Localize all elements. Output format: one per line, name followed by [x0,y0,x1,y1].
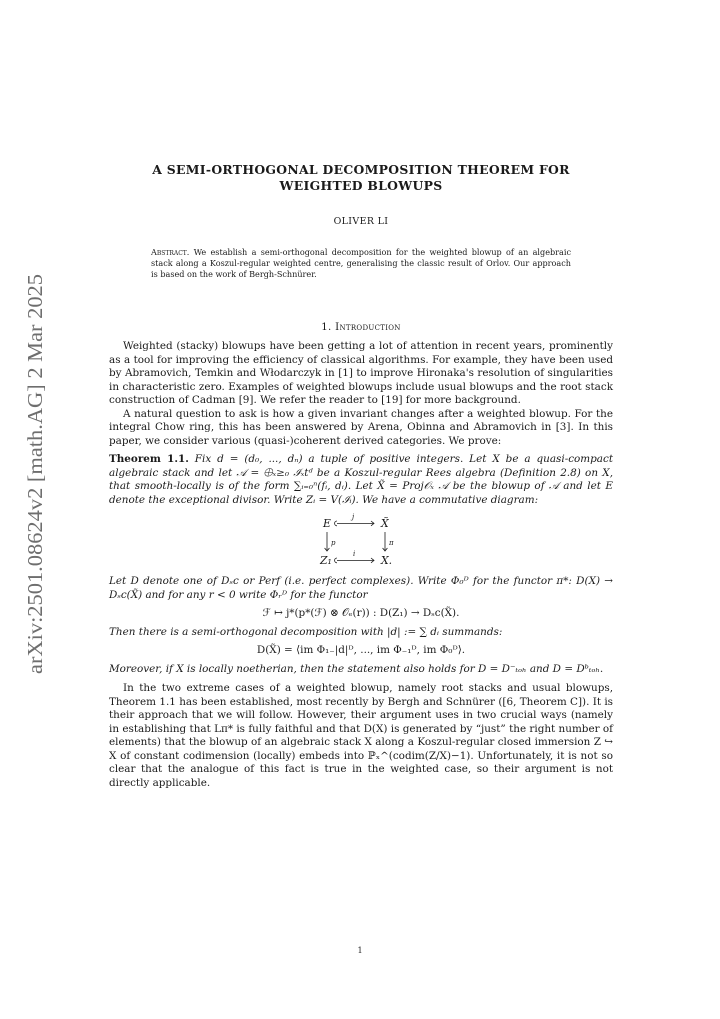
theorem-noetherian-remark: Moreover, if X is locally noetherian, then the statement also holds for D = D⁻ₜₒₕ and D = Dᵇₜₒₕ. [109,662,604,675]
title-line-2: WEIGHTED BLOWUPS [279,178,443,193]
theorem-functor-definitions: Let D denote one of Dₛc or Perf (i.e. perfect complexes). Write Φ₀ᴰ for the functor π*: D(X) → Dₛc(X̃) and for any r < 0 write Φᵣᴰ for the functor [109,575,613,601]
theorem-decomposition-statement: Then there is a semi-orthogonal decomposition with |d| := ∑ dᵢ summands: [109,625,503,638]
paper-title [109,162,613,194]
page-number: 1 [357,946,363,955]
arxiv-identifier: arXiv:2501.08624v2 [math.AG] 2 Mar 2025 [23,299,47,674]
arrow-j [335,521,374,526]
diagram-node-z1: Z₁ [320,554,332,567]
intro-paragraph-3: In the two extreme cases of a weighted blowup, namely root stacks and usual blowups, Theorem 1.1 has been established, most recently by Bergh and Schnürer ([6, Theorem C]). It is their approach that we will follow. However, their argument uses in two crucial ways (namely in establishing that Lπ* is fully faithful and that D(X) is generated by “just” the right number of elements) that the blowup of an algebraic stack X along a Koszul-regular closed immersion Z ↪ X of constant codimension (locally) embeds into ℙₓ^(codim(Z/X)−1). Unfortunately, it is not so clear that the analogue of this fact is true in the weighted case, so their argument is not directly applicable. [109,682,613,789]
section-heading: 1. Introduction [321,322,401,333]
display-equation-functor: ℱ ↦ j*(p*(ℱ) ⊗ 𝒪ₑ(r)) : D(Z₁) → Dₛc(X̃). [262,607,460,619]
arrow-pi [383,532,388,551]
abstract [151,247,571,280]
arrow-pi-label: π [389,539,394,547]
author-name: OLIVER LI [333,216,389,227]
paper-body [109,340,613,790]
arrow-i [335,558,374,563]
arrow-j-label: j [352,513,355,521]
intro-paragraph-1: Weighted (stacky) blowups have been getting a lot of attention in recent years, prominently as a tool for improving the efficiency of classical algorithms. For example, they have been used by Abramovich, Temkin and Włodarczyk in [1] to improve Hironaka's resolution of singularities in characteristic zero. Examples of weighted blowups include usual blowups and the root stack construction of Cadman [9]. We refer the reader to [19] for more background. [109,340,613,406]
arxiv-stamp [14,268,52,678]
arrow-p-label: p [331,539,336,547]
arrow-i-label: i [353,550,356,558]
abstract-text: We establish a semi-orthogonal decomposition for the weighted blowup of an algebraic stack along a Koszul-regular weighted centre, generalising the classic result of Orlov. Our approach is based on the work of Bergh-Schnürer. [151,247,571,279]
commutative-diagram [301,511,421,571]
intro-paragraph-2: A natural question to ask is how a given invariant changes after a weighted blowup. For the integral Chow ring, this has been answered by Arena, Obinna and Abramovich in [3]. In this paper, we consider various (quasi-)coherent derived categories. We prove: [109,407,613,447]
diagram-node-e: E [323,517,331,530]
theorem-label: Theorem 1.1. [109,453,189,465]
paper-content [109,162,613,790]
display-equation-decomposition: D(X̃) = ⟨im Φ₁₋|d|ᴰ, ..., im Φ₋₁ᴰ, im Φ₀ᴰ⟩. [256,644,466,656]
diagram-node-x: X. [381,554,393,567]
theorem-intro: Fix d = (d₀, ..., dₙ) a tuple of positive integers. Let X be a quasi-compact algebraic stack and let 𝒜 = ⨁ₓ≥₀ ℐₓtᵈ be a Koszul-regular Rees algebra (Definition 2.8) on X, that smooth-locally is of the form ∑ᵢ₌₀ⁿ(fᵢ, dᵢ). Let X̃ = Proj𝒪ₓ 𝒜 be the blowup of 𝒜 and let E denote the exceptional divisor. Write Zᵢ = V(ℐᵢ). We have a commutative diagram: [109,453,613,506]
arrow-p [325,532,330,551]
title-line-1: A SEMI-ORTHOGONAL DECOMPOSITION THEOREM FOR [152,162,570,177]
theorem-1-1 [109,453,613,676]
abstract-label: Abstract. [151,247,190,257]
diagram-node-xtilde: X̃ [381,517,389,530]
